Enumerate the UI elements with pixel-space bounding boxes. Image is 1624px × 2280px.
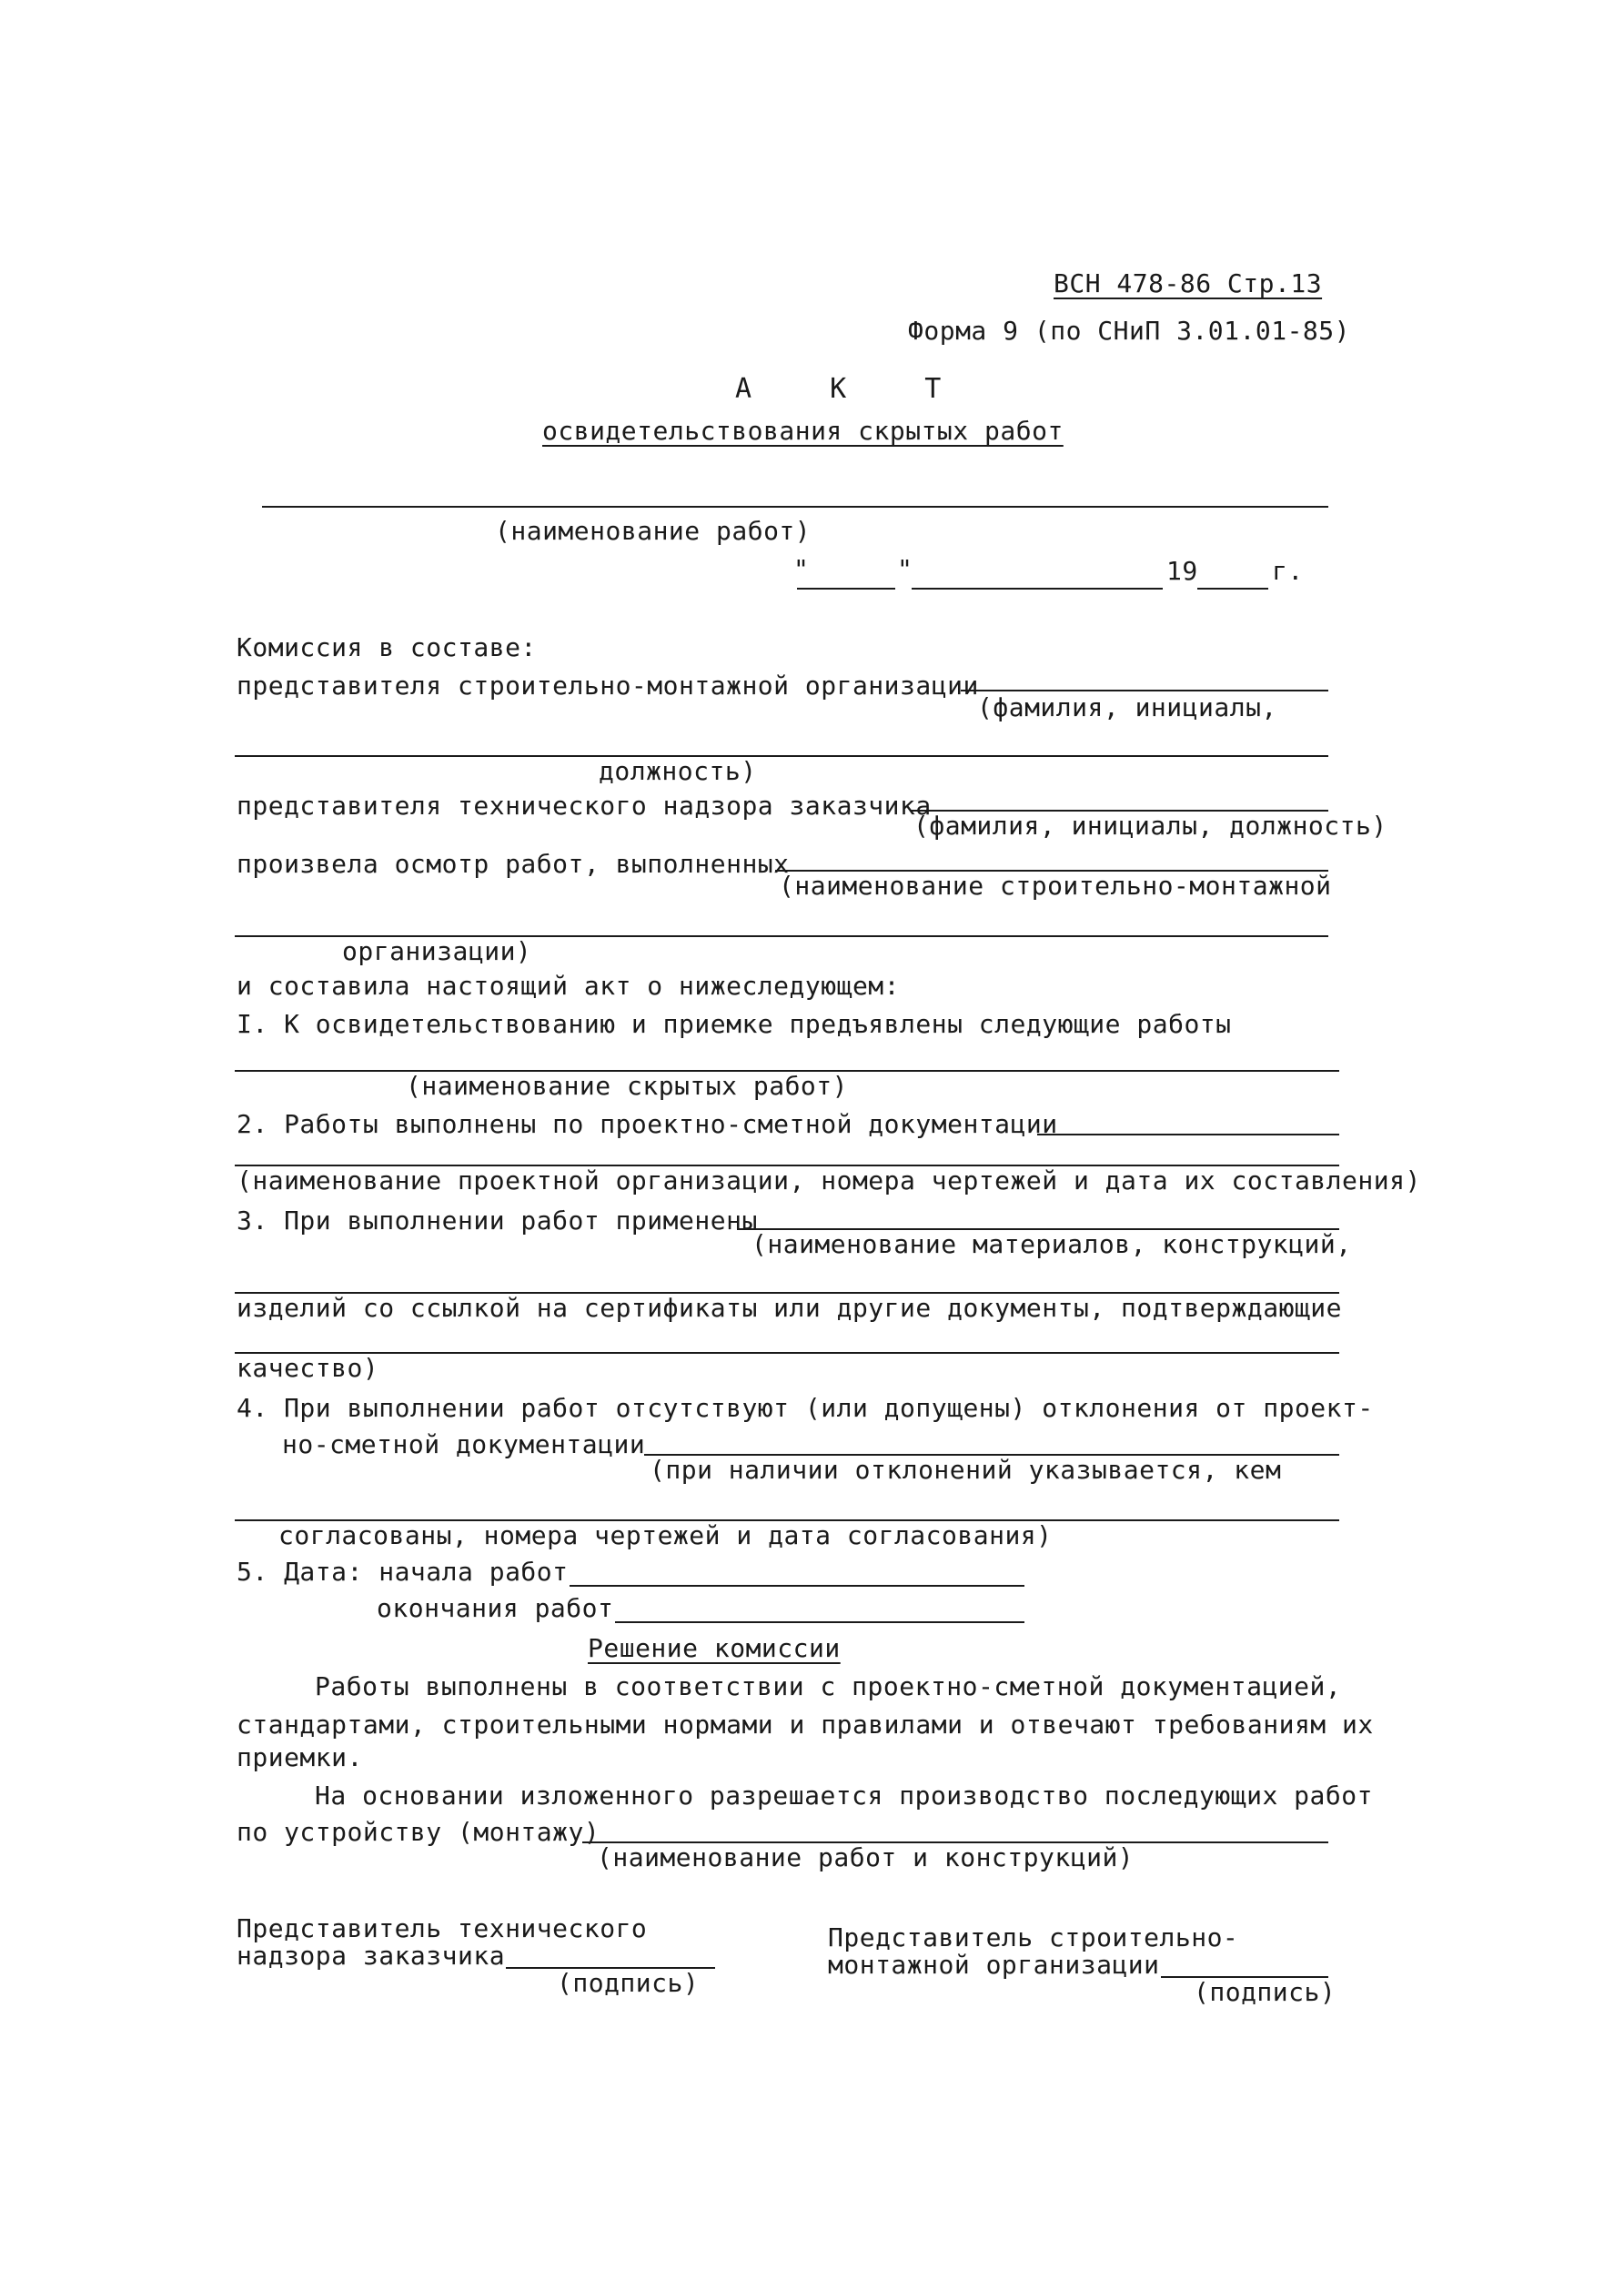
deviations-caption-2: согласованы, номера чертежей и дата согласования) (278, 1520, 1053, 1550)
drawn-up-text: и составила настоящий акт о нижеследующем: (237, 971, 901, 1001)
document-subtitle: освидетельствования скрытых работ (542, 416, 1064, 446)
contractor-fio-caption: (фамилия, инициалы, (977, 692, 1277, 722)
decision-paragraph-1b: стандартами, строительными нормами и правилами и отвечают требованиям их (237, 1710, 1374, 1740)
commission-heading: Комиссия в составе: (237, 632, 537, 662)
deviations-caption-1: (при наличии отклонений указывается, кем (650, 1455, 1282, 1485)
document-reference: ВСН 478-86 Стр.13 (1054, 268, 1323, 298)
org-name-caption-2: организации) (342, 936, 532, 966)
decision-paragraph-1a: Работы выполнены в соответствии с проектно-сметной документацией, (315, 1671, 1342, 1701)
contractor-rep-label: представителя строительно-монтажной организации (237, 671, 979, 701)
signature-left-label-2: надзора заказчика (237, 1941, 506, 1971)
next-works-caption: (наименование работ и конструкций) (597, 1842, 1135, 1872)
signature-right-label-2: монтажной организации (828, 1950, 1160, 1980)
design-docs-line (1037, 1134, 1339, 1135)
end-date-line (615, 1621, 1024, 1623)
inspected-label: произвела осмотр работ, выполненных (237, 849, 790, 879)
document-title: А К Т (735, 373, 973, 405)
materials-line-3 (235, 1352, 1339, 1354)
date-year-suffix: г. (1272, 556, 1304, 586)
materials-caption-1: (наименование материалов, конструкций, (751, 1229, 1352, 1259)
contractor-rep-line-2 (235, 755, 1328, 757)
decision-paragraph-2a: На основании изложенного разрешается производство последующих работ (315, 1781, 1373, 1811)
hidden-works-caption: (наименование скрытых работ) (406, 1071, 849, 1101)
contractor-rep-line (961, 690, 1328, 691)
item-5-end-label: окончания работ (377, 1593, 614, 1623)
work-name-line (262, 506, 1328, 508)
date-month-line (912, 588, 1163, 590)
design-org-caption: (наименование проектной организации, номера чертежей и дата их составления) (237, 1165, 1421, 1195)
decision-heading: Решение комиссии (588, 1633, 841, 1663)
org-name-caption: (наименование строительно-монтажной (779, 871, 1332, 901)
date-open-quote: " (793, 554, 810, 584)
item-5-start-label: 5. Дата: начала работ (237, 1557, 569, 1587)
tech-fio-caption: (фамилия, инициалы, должность) (913, 811, 1387, 841)
work-name-caption: (наименование работ) (495, 516, 812, 546)
signature-right-label-1: Представитель строительно- (828, 1922, 1239, 1952)
materials-caption-3: качество) (237, 1353, 379, 1383)
item-4-text-cont: но-сметной документации (282, 1429, 646, 1459)
item-1-text: I. К освидетельствованию и приемке предъявлены следующие работы (237, 1009, 1232, 1039)
decision-paragraph-2b: по устройству (монтажу) (237, 1817, 600, 1847)
start-date-line (570, 1585, 1024, 1587)
item-3-text: 3. При выполнении работ применены (237, 1206, 758, 1236)
signature-left-caption: (подпись) (557, 1968, 700, 1998)
materials-caption-2: изделий со ссылкой на сертификаты или другие документы, подтверждающие (237, 1293, 1343, 1323)
date-year-line (1197, 588, 1268, 590)
date-day-line (797, 588, 895, 590)
date-close-quote: " (897, 554, 913, 584)
signature-left-label-1: Представитель технического (237, 1913, 648, 1943)
contractor-position-caption: должность) (599, 756, 757, 786)
item-4-text: 4. При выполнении работ отсутствуют (или допущены) отклонения от проект- (237, 1393, 1374, 1423)
date-year-prefix: 19 (1166, 556, 1198, 586)
form-reference: Форма 9 (по СНиП 3.01.01-85) (908, 316, 1351, 346)
item-2-text: 2. Работы выполнены по проектно-сметной документации (237, 1109, 1058, 1139)
tech-rep-label: представителя технического надзора заказчика (237, 791, 932, 821)
signature-right-caption: (подпись) (1194, 1977, 1337, 2007)
decision-paragraph-1c: приемки. (237, 1742, 363, 1772)
